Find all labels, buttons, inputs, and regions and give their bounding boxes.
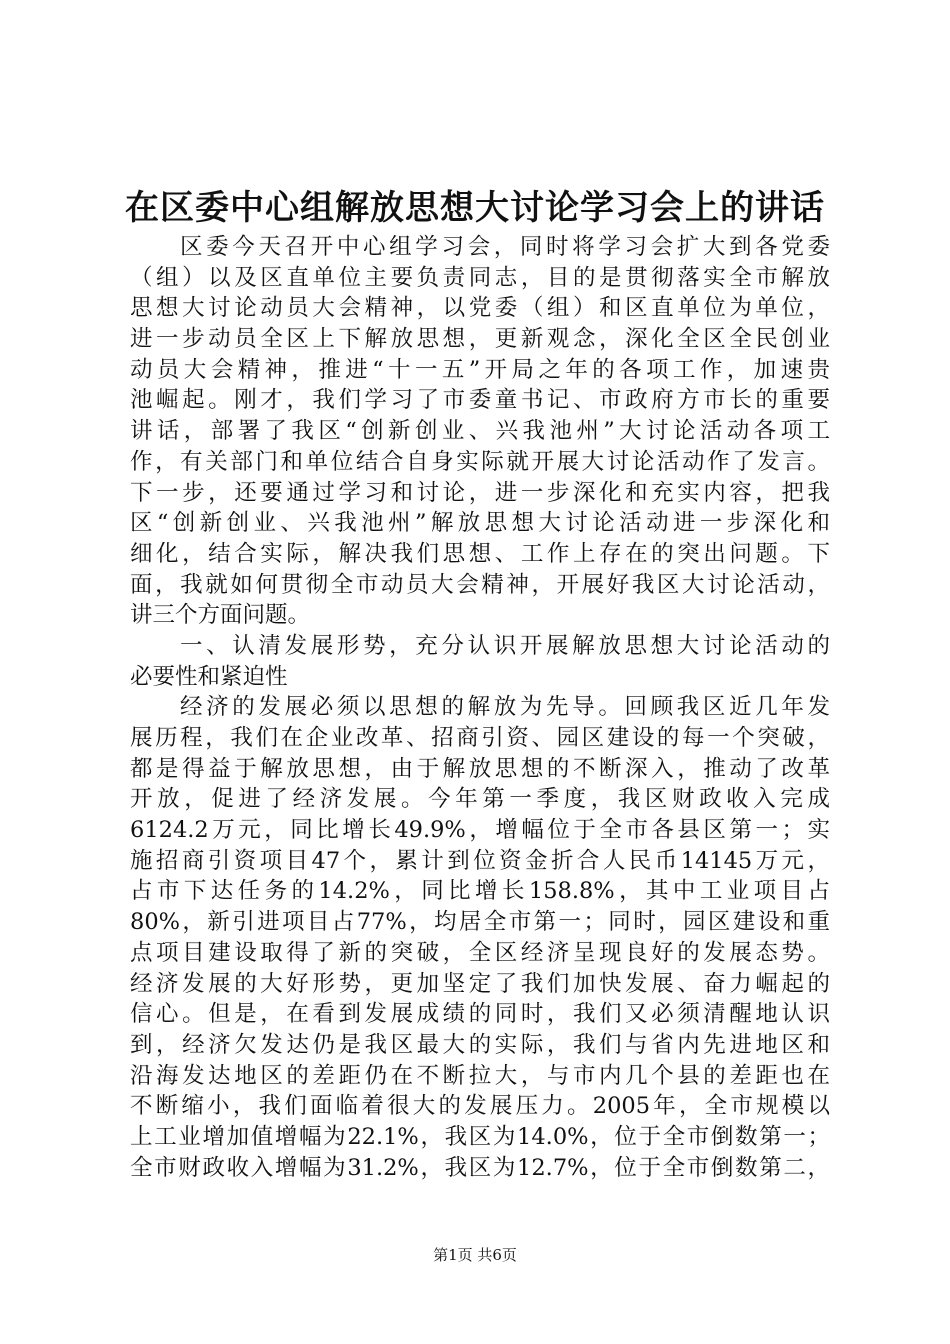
section-heading-line: 一、认清发展形势，充分认识开展解放思想大讨论活动的 <box>180 632 830 659</box>
text-line: 上工业增加值增幅为22.1%，我区为14.0%，位于全市倒数第一； <box>130 1123 830 1150</box>
text-line: 区“创新创业、兴我池州”解放思想大讨论活动进一步深化和 <box>130 510 830 537</box>
document-body <box>130 232 830 1183</box>
text-line: 思想大讨论动员大会精神，以党委（组）和区直单位为单位， <box>130 295 830 322</box>
text-line: 点项目建设取得了新的突破，全区经济呈现良好的发展态势。 <box>130 939 830 966</box>
text-line: 池崛起。刚才，我们学习了市委童书记、市政府方市长的重要 <box>130 387 830 414</box>
text-line: 进一步动员全区上下解放思想，更新观念，深化全区全民创业 <box>130 326 830 353</box>
document-title: 在区委中心组解放思想大讨论学习会上的讲话 <box>125 188 825 228</box>
text-line: 信心。但是，在看到发展成绩的同时，我们又必须清醒地认识 <box>130 1001 830 1028</box>
text-line: 细化，结合实际，解决我们思想、工作上存在的突出问题。下 <box>130 540 830 567</box>
text-line: 开放，促进了经济发展。今年第一季度，我区财政收入完成 <box>130 786 830 813</box>
text-line: 80%，新引进项目占77%，均居全市第一；同时，园区建设和重 <box>130 909 830 936</box>
text-line: 都是得益于解放思想，由于解放思想的不断深入，推动了改革 <box>130 755 830 782</box>
text-line: 区委今天召开中心组学习会，同时将学习会扩大到各党委 <box>180 234 830 260</box>
text-line: 沿海发达地区的差距仍在不断拉大，与市内几个县的差距也在 <box>130 1062 830 1089</box>
text-line: 全市财政收入增幅为31.2%，我区为12.7%，位于全市倒数第二， <box>130 1154 830 1181</box>
text-line: 施招商引资项目47个，累计到位资金折合人民币14145万元， <box>130 847 830 874</box>
page-footer: 第1页 共6页 <box>433 1246 517 1264</box>
text-line: 经济的发展必须以思想的解放为先导。回顾我区近几年发 <box>180 694 830 721</box>
text-line: 经济发展的大好形势，更加坚定了我们加快发展、奋力崛起的 <box>130 970 830 997</box>
text-line: 动员大会精神，推进“十一五”开局之年的各项工作，加速贵 <box>130 356 830 383</box>
text-line: 占市下达任务的14.2%，同比增长158.8%，其中工业项目占 <box>130 878 830 905</box>
text-line: 不断缩小，我们面临着很大的发展压力。2005年，全市规模以 <box>130 1093 830 1120</box>
text-line: 6124.2万元，同比增长49.9%，增幅位于全市各县区第一；实 <box>130 817 830 844</box>
text-line: （组）以及区直单位主要负责同志，目的是贯彻落实全市解放 <box>130 264 830 291</box>
text-line: 展历程，我们在企业改革、招商引资、园区建设的每一个突破， <box>130 725 830 751</box>
text-line: 讲三个方面问题。 <box>130 602 311 629</box>
text-line: 讲话，部署了我区“创新创业、兴我池州”大讨论活动各项工 <box>130 418 830 445</box>
text-line: 面，我就如何贯彻全市动员大会精神，开展好我区大讨论活动， <box>130 571 830 598</box>
section-heading-line: 必要性和紧迫性 <box>130 663 288 690</box>
text-line: 下一步，还要通过学习和讨论，进一步深化和充实内容，把我 <box>130 479 830 506</box>
text-line: 到，经济欠发达仍是我区最大的实际，我们与省内先进地区和 <box>130 1031 830 1058</box>
text-line: 作，有关部门和单位结合自身实际就开展大讨论活动作了发言。 <box>130 448 830 475</box>
